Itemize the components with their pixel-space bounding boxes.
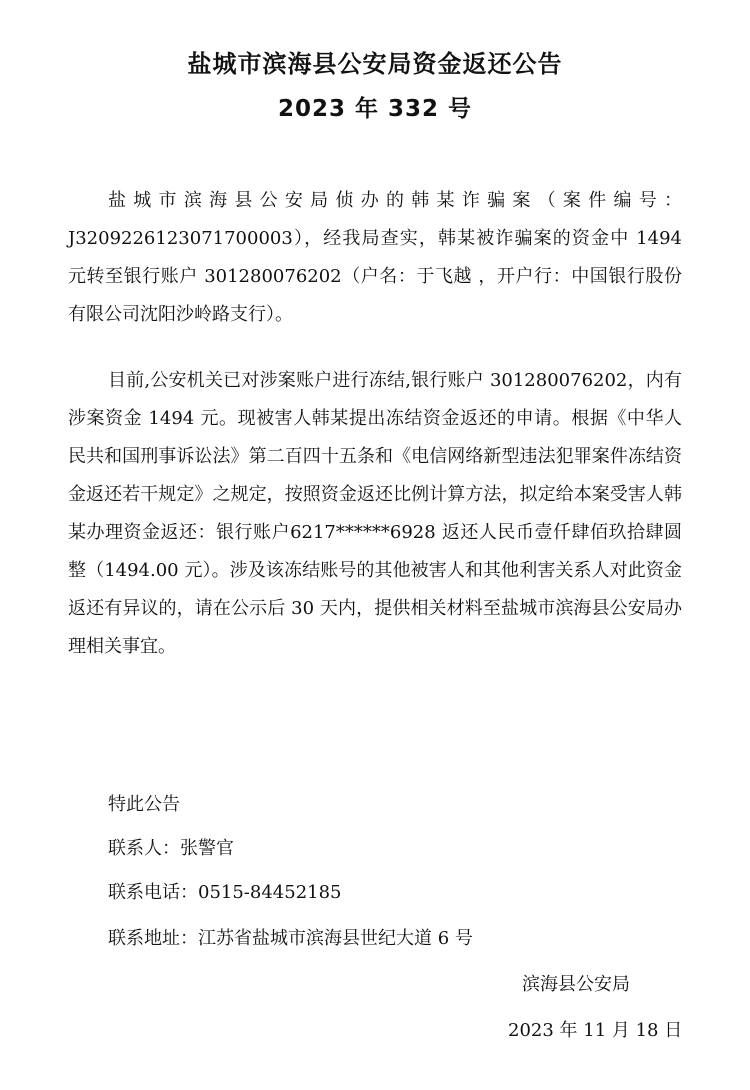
body-paragraph-case: 盐城市滨海县公安局侦办的韩某诈骗案（案件编号：J3209226123071700003），经我局查实，韩某被诈骗案的资金中 1494 元转至银行账户 301280076202（户名：于飞越 ，开户行：中国银行股份有限公司沈阳沙岭路支行）。 <box>68 190 682 325</box>
body-paragraph-refund: 目前,公安机关已对涉案账户进行冻结,银行账户 301280076202，内有涉案资金 1494 元。现被害人韩某提出冻结资金返还的申请。根据《中华人民共和国刑事诉讼法》第二百四十五条和《电信网络新型违法犯罪案件冻结资金返还若干规定》之规定，按照资金返还比例计算方法，拟定给本案受害人韩某办理资金返还：银行账户6217******6928 返还人民币壹仟肆佰玖拾肆圆整（1494.00 元）。涉及该冻结账号的其他被害人和其他利害关系人对此资金返还有异议的，请在公示后 30 天内，提供相关材料至盐城市滨海县公安局办理相关事宜。 <box>68 370 682 657</box>
issue-date: 2023 年 11 月 18 日 <box>508 1020 683 1041</box>
issuer-name: 滨海县公安局 <box>522 974 630 995</box>
document-title: 盐城市滨海县公安局资金返还公告 <box>187 50 563 78</box>
contact-person: 联系人：张警官 <box>108 838 234 859</box>
closing-statement: 特此公告 <box>108 794 180 815</box>
document-number: 2023 年 332 号 <box>277 96 473 122</box>
contact-address: 联系地址：江苏省盐城市滨海县世纪大道 6 号 <box>108 928 473 949</box>
contact-phone: 联系电话：0515-84452185 <box>108 882 342 903</box>
